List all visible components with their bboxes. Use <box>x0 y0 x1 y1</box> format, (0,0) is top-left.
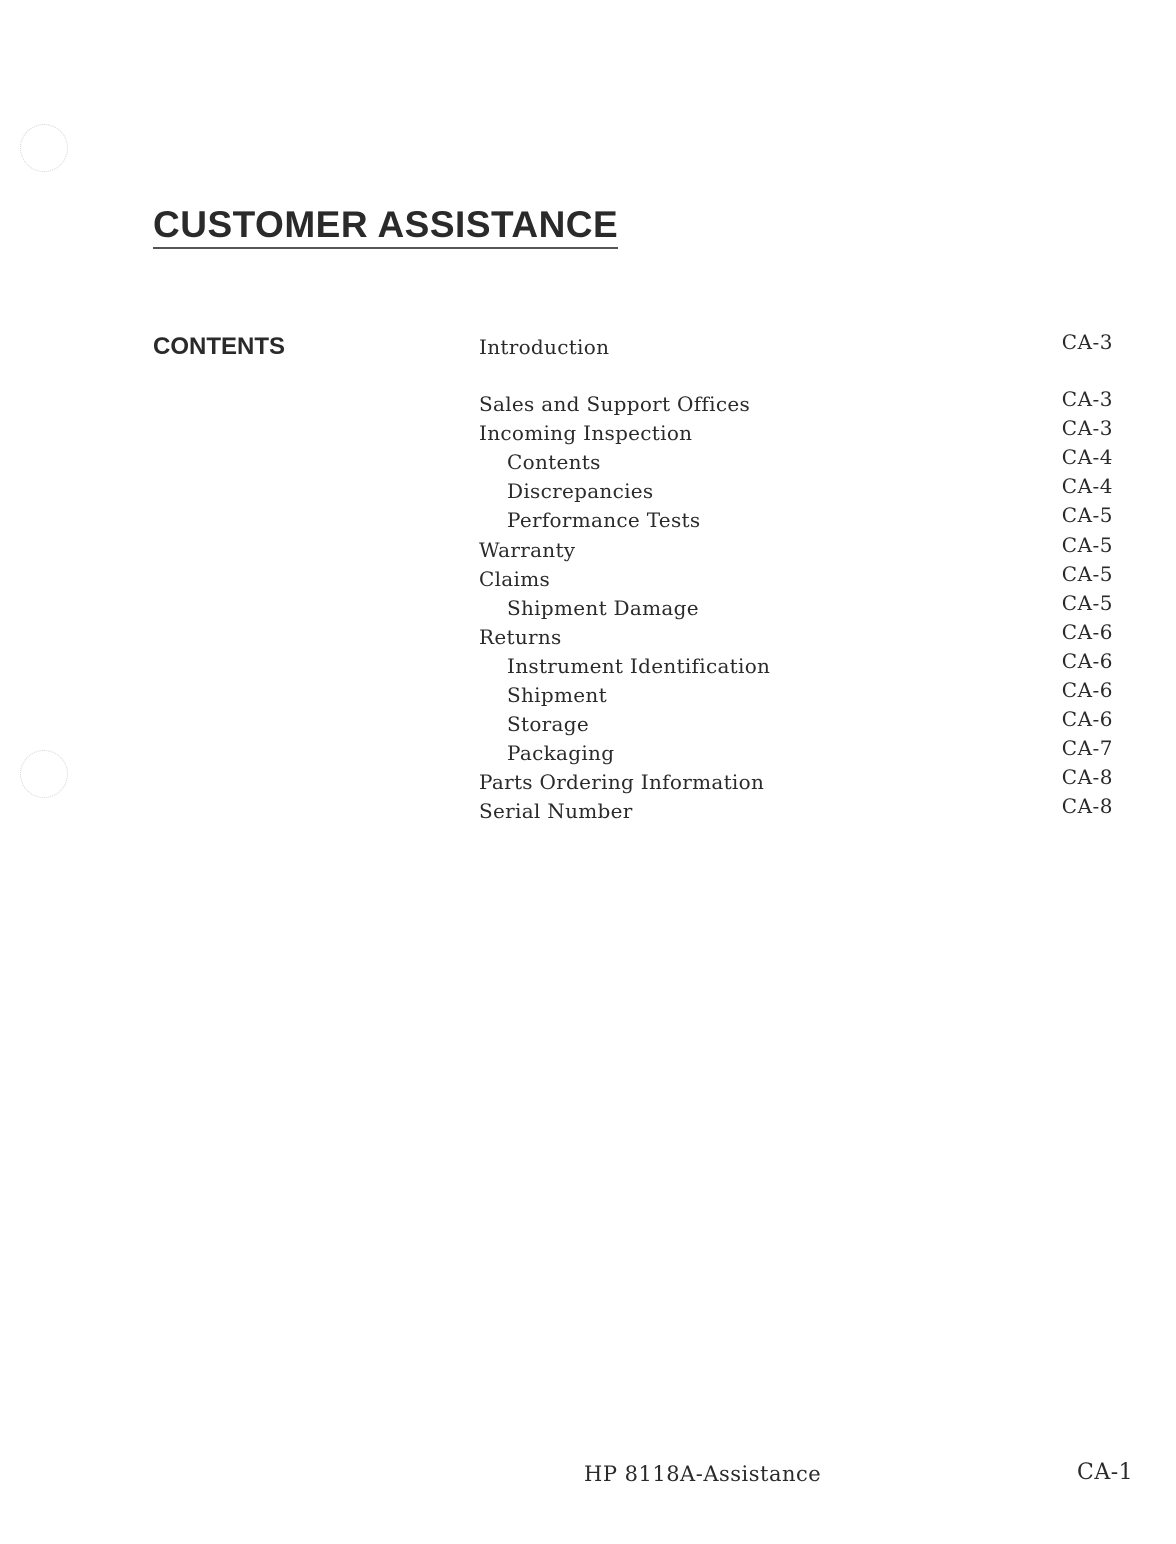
punch-hole-middle <box>20 750 68 798</box>
toc-entry-page: CA-6 <box>1061 707 1113 731</box>
toc-entry-label: Claims <box>479 567 551 591</box>
toc-entry-label: Sales and Support Offices <box>479 392 751 416</box>
toc-entry-label: Instrument Identification <box>507 654 771 678</box>
toc-entry-page: CA-3 <box>1061 330 1113 354</box>
toc-entry <box>479 533 1119 565</box>
toc-entry-label: Incoming Inspection <box>479 421 693 445</box>
toc-entry <box>479 591 1119 623</box>
toc-entry-page: CA-3 <box>1061 416 1113 440</box>
toc-entry-label: Storage <box>507 712 590 736</box>
toc-entry-page: CA-4 <box>1061 474 1113 498</box>
toc-entry-label: Parts Ordering Information <box>479 770 765 794</box>
toc-entry <box>479 562 1119 594</box>
toc-entry <box>479 445 1119 477</box>
footer-page-number: CA-1 <box>1077 1460 1134 1485</box>
toc-entry <box>479 736 1119 768</box>
toc-entry <box>479 707 1119 739</box>
toc-entry <box>479 620 1119 652</box>
toc-entry-label: Packaging <box>507 741 615 765</box>
toc-entry <box>479 387 1119 419</box>
toc-entry <box>479 678 1119 710</box>
toc-entry-label: Returns <box>479 625 562 649</box>
punch-hole-top <box>20 124 68 172</box>
toc-entry-page: CA-3 <box>1061 387 1113 411</box>
toc-entry-page: CA-6 <box>1061 649 1113 673</box>
toc-entry-page: CA-4 <box>1061 445 1113 469</box>
toc-entry-page: CA-8 <box>1061 765 1113 789</box>
toc-entry-label: Shipment Damage <box>507 596 699 620</box>
page-title: CUSTOMER ASSISTANCE <box>153 204 618 249</box>
toc-entry-label: Discrepancies <box>507 479 654 503</box>
toc-entry-label: Performance Tests <box>507 508 701 532</box>
toc-entry-page: CA-7 <box>1061 736 1113 760</box>
toc-entry <box>479 330 1119 362</box>
toc-entry-page: CA-6 <box>1061 678 1113 702</box>
toc-entry <box>479 649 1119 681</box>
toc-entry-page: CA-5 <box>1061 562 1113 586</box>
toc-entry-label: Shipment <box>507 683 607 707</box>
toc-entry <box>479 474 1119 506</box>
toc-entry-page: CA-5 <box>1061 533 1113 557</box>
toc-entry-page: CA-5 <box>1061 591 1113 615</box>
toc-entry-label: Introduction <box>479 335 610 359</box>
toc-entry <box>479 794 1119 826</box>
contents-heading: CONTENTS <box>153 333 285 360</box>
toc-entry-page: CA-6 <box>1061 620 1113 644</box>
toc-entry-label: Warranty <box>479 538 576 562</box>
toc-entry <box>479 416 1119 448</box>
toc-entry-label: Contents <box>507 450 601 474</box>
toc-entry-page: CA-8 <box>1061 794 1113 818</box>
toc-entry <box>479 765 1119 797</box>
footer-document-title: HP 8118A-Assistance <box>584 1462 822 1486</box>
toc-entry-label: Serial Number <box>479 799 633 823</box>
toc-entry <box>479 503 1119 535</box>
toc-entry-page: CA-5 <box>1061 503 1113 527</box>
